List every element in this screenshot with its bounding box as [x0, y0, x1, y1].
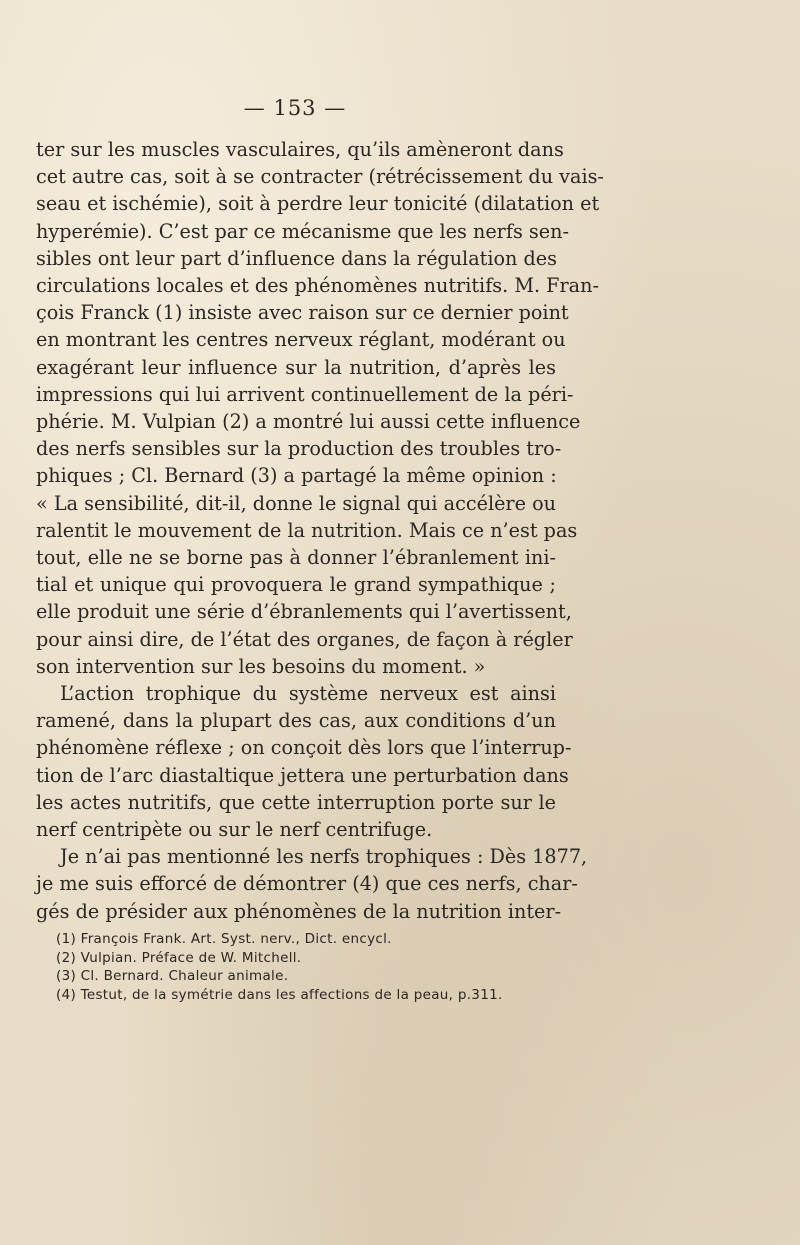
text-line: exagérant leur influence sur la nutrition, d’après les — [36, 355, 556, 379]
text-line: Je n’ai pas mentionné les nerfs trophiques : Dès 1877, — [60, 845, 588, 869]
footnote: (3) Cl. Bernard. Chaleur animale. — [56, 968, 289, 985]
text-line: « La sensibilité, dit-il, donne le signal qui accélère ou — [36, 491, 556, 515]
text-line: ramené, dans la plupart des cas, aux conditions d’un — [36, 709, 556, 733]
text-line: tial et unique qui provoquera le grand sympathique ; — [36, 573, 556, 597]
text-line: tion de l’arc diastaltique jettera une perturbation dans — [36, 763, 569, 787]
body-text — [36, 136, 604, 925]
footnotes — [56, 930, 556, 1004]
footnote: (4) Testut, de la symétrie dans les affections de la peau, p.311. — [56, 986, 503, 1003]
text-line: pour ainsi dire, de l’état des organes, de façon à régler — [36, 627, 573, 651]
text-line: circulations locales et des phénomènes nutritifs. M. Fran- — [36, 274, 599, 298]
text-line: seau et ischémie), soit à perdre leur tonicité (dilatation et — [36, 192, 600, 216]
text-line: çois Franck (1) insiste avec raison sur ce dernier point — [36, 301, 569, 325]
text-line: les actes nutritifs, que cette interruption porte sur le — [36, 790, 556, 814]
text-line: phénomène réflexe ; on conçoit dès lors que l’interrup- — [36, 736, 572, 760]
text-line: ralentit le mouvement de la nutrition. Mais ce n’est pas — [36, 518, 578, 542]
text-line: phérie. M. Vulpian (2) a montré lui aussi cette influence — [36, 410, 581, 434]
text-line: phiques ; Cl. Bernard (3) a partagé la même opinion : — [36, 464, 557, 488]
text-line: gés de présider aux phénomènes de la nutrition inter- — [36, 899, 562, 923]
text-line: je me suis efforcé de démontrer (4) que ces nerfs, char- — [36, 872, 578, 896]
text-line: elle produit une série d’ébranlements qui l’avertissent, — [36, 600, 572, 624]
footnote: (2) Vulpian. Préface de W. Mitchell. — [56, 949, 302, 966]
text-line: son intervention sur les besoins du moment. » — [36, 654, 486, 678]
text-line: des nerfs sensibles sur la production des troubles tro- — [36, 437, 562, 461]
text-line: en montrant les centres nerveux réglant, modérant ou — [36, 328, 566, 352]
text-line: tout, elle ne se borne pas à donner l’ébranlement ini- — [36, 546, 556, 570]
text-line: impressions qui lui arrivent continuellement de la péri- — [36, 382, 574, 406]
footnote: (1) François Frank. Art. Syst. nerv., Dict. encycl. — [56, 931, 392, 947]
text-line: sibles ont leur part d’influence dans la régulation des — [36, 246, 557, 270]
text-line: ter sur les muscles vasculaires, qu’ils amèneront dans — [36, 138, 564, 161]
page-number: — 153 — — [243, 96, 347, 120]
text-line: cet autre cas, soit à se contracter (rétrécissement du vais- — [36, 165, 604, 189]
text-line: hyperémie). C’est par ce mécanisme que les nerfs sen- — [36, 219, 569, 243]
text-line: L’action trophique du système nerveux est ainsi — [60, 682, 556, 706]
text-line: nerf centripète ou sur le nerf centrifuge. — [36, 818, 433, 842]
